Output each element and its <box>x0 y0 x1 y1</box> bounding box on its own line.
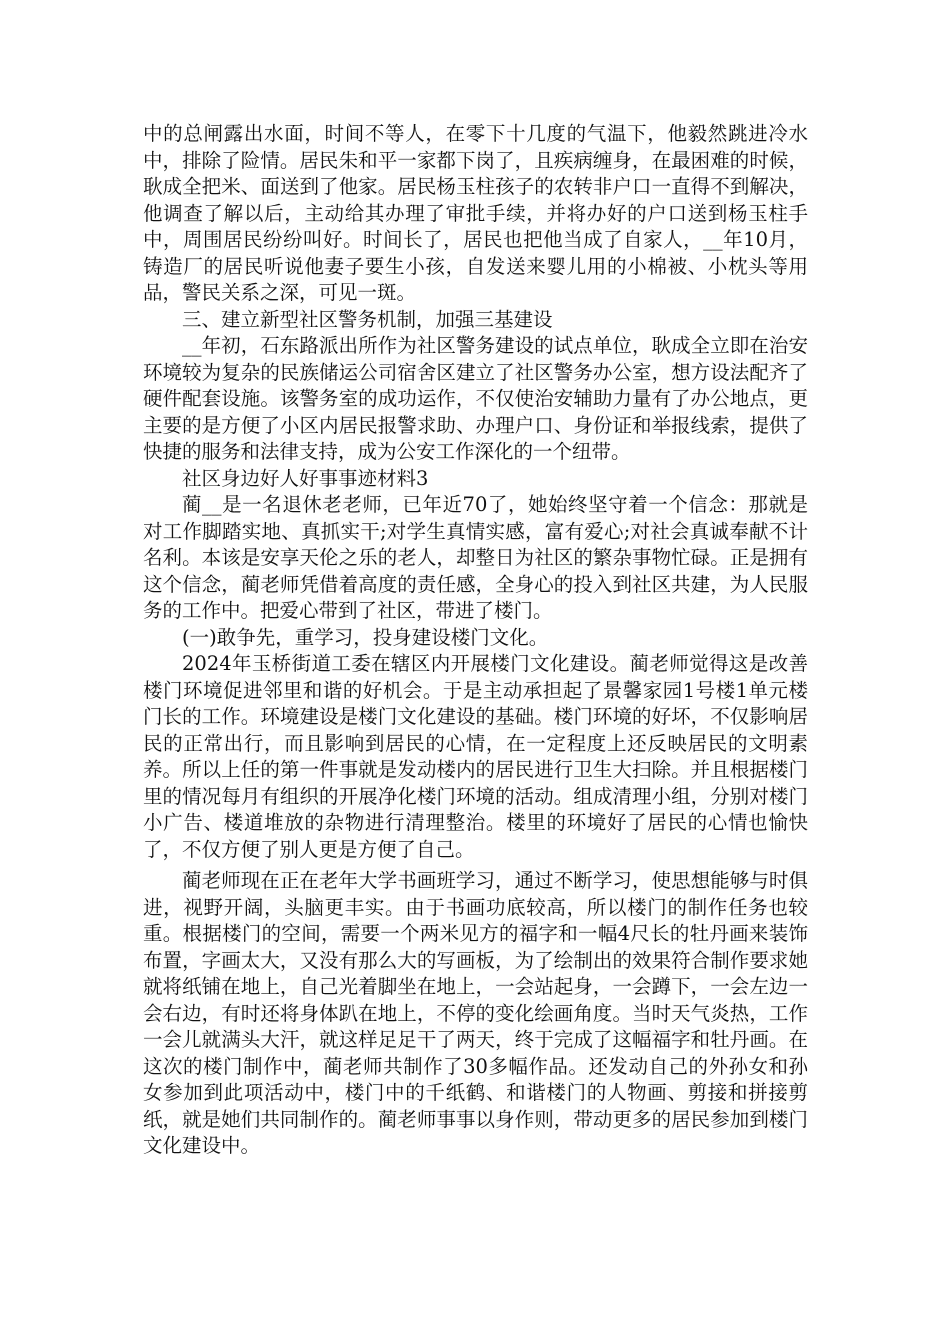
paragraph-teacher-intro: 蔺__是一名退休老老师，已年近70了，她始终坚守着一个信念：那就是对工作脚踏实地、真抓实干;对学生真情实感，富有爱心;对社会真诚奉献不计名利。本该是安享天伦之乐的老人，却整日为社区的繁杂事物忙碌。正是拥有这个信念，蔺老师凭借着高度的责任感，全身心的投入到社区共建，为人民服务的工作中。把爱心带到了社区，带进了楼门。 <box>143 493 808 622</box>
article-title-good-deeds-3: 社区身边好人好事事迹材料3 <box>182 466 429 490</box>
document-body <box>143 121 808 1160</box>
section-heading-building-culture: (一)敢争先，重学习，投身建设楼门文化。 <box>182 625 549 649</box>
paragraph-police-office: __年初，石东路派出所作为社区警务建设的试点单位，耿成全立即在治安环境较为复杂的民族储运公司宿舍区建立了社区警务办公室，想方设法配齐了硬件配套设施。该警务室的成功运作，不仅使治安辅助力量有了办公地点，更主要的是方便了小区内居民报警求助、办理户口、身份证和举报线索，提供了快捷的服务和法律支持，成为公安工作深化的一个纽带。 <box>143 334 808 463</box>
paragraph-building-environment: 2024年玉桥街道工委在辖区内开展楼门文化建设。蔺老师觉得这是改善楼门环境促进邻里和谐的好机会。于是主动承担起了景馨家园1号楼1单元楼门长的工作。环境建设是楼门文化建设的基础。楼门环境的好坏，不仅影响居民的正常出行，而且影响到居民的心情，在一定程度上还反映居民的文明素养。所以上任的第一件事就是发动楼内的居民进行卫生大扫除。并且根据楼门里的情况每月有组织的开展净化楼门环境的活动。组成清理小组，分别对楼门小广告、楼道堆放的杂物进行清理整治。楼里的环境好了居民的心情也愉快了，不仅方便了别人更是方便了自己。 <box>143 652 808 861</box>
section-heading-community-policing: 三、建立新型社区警务机制，加强三基建设 <box>182 307 553 331</box>
paragraph-calligraphy-work: 蔺老师现在正在老年大学书画班学习，通过不断学习，使思想能够与时俱进，视野开阔，头脑更丰实。由于书画功底较高，所以楼门的制作任务也较重。根据楼门的空间，需要一个两米见方的福字和一幅4尺长的牡丹画来装饰布置，字画太大，又没有那么大的写画板，为了绘制出的效果符合制作要求她就将纸铺在地上，自己光着脚坐在地上，一会站起身，一会蹲下，一会左边一会右边，有时还将身体趴在地上，不停的变化绘画角度。当时天气炎热，工作一会儿就满头大汗，就这样足足干了两天，终于完成了这幅福字和牡丹画。在这次的楼门制作中，蔺老师共制作了30多幅作品。还发动自己的外孙女和孙女参加到此项活动中，楼门中的千纸鹤、和谐楼门的人物画、剪接和拼接剪纸，就是她们共同制作的。蔺老师事事以身作则，带动更多的居民参加到楼门文化建设中。 <box>143 869 808 1157</box>
paragraph-police-story-end: 中的总闸露出水面，时间不等人，在零下十几度的气温下，他毅然跳进冷水中，排除了险情。居民朱和平一家都下岗了，且疾病缠身，在最困难的时候，耿成全把米、面送到了他家。居民杨玉柱孩子的农转非户口一直得不到解决，他调查了解以后，主动给其办理了审批手续，并将办好的户口送到杨玉柱手中，周围居民纷纷叫好。时间长了，居民也把他当成了自家人，__年10月，铸造厂的居民听说他妻子要生小孩，自发送来婴儿用的小棉被、小枕头等用品，警民关系之深，可见一斑。 <box>143 122 808 304</box>
